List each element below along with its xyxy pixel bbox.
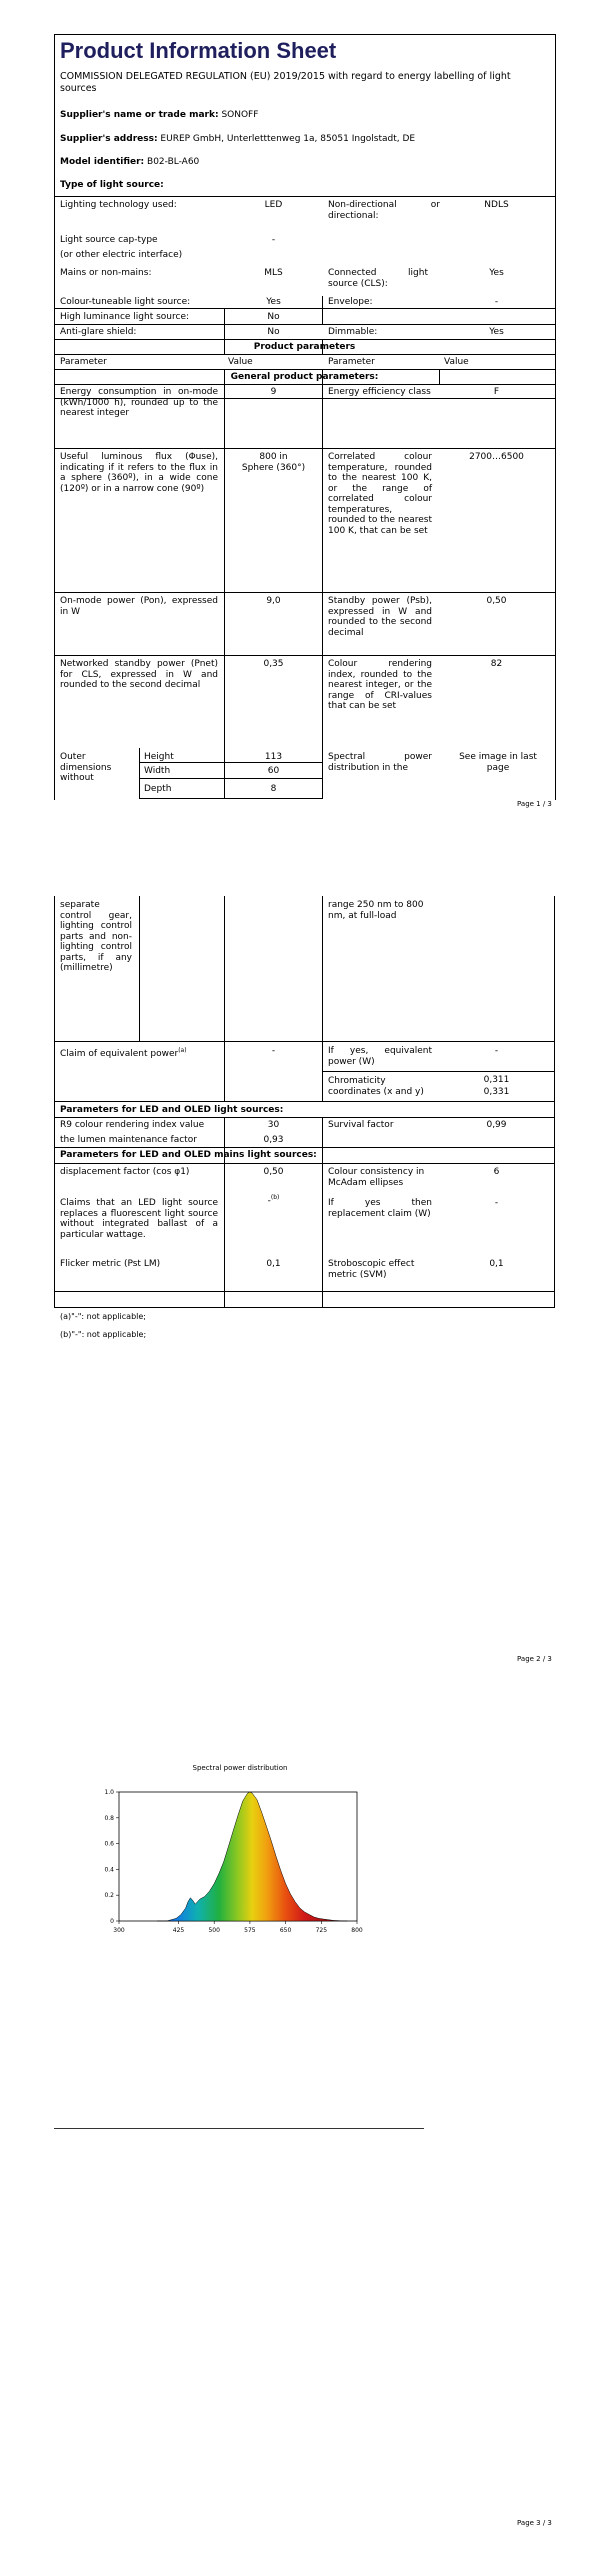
chromaticity-y: 0,331 [483,1087,510,1097]
cap-type-label-a: Light source cap-type [60,235,158,245]
x-tick-label: 575 [244,1927,256,1934]
luminous-flux-value-b: Sphere (360°) [241,463,306,473]
rule [224,369,225,799]
rule [54,655,555,656]
displacement-label: displacement factor (cos φ1) [60,1167,190,1177]
item: (b) [270,1194,280,1201]
rule [322,296,323,324]
lighting-tech-label: Lighting technology used: [60,200,177,210]
spd-label-cont: range 250 nm to 800 nm, at full-load [328,900,424,921]
cap-type-label-b: (or other electric interface) [60,250,183,260]
consistency-label: Colour consistency in McAdam ellipses [328,1167,425,1188]
standby-power-label: Standby power (Psb), expressed in W and rounded to the second decimal [328,596,432,638]
networked-standby-value: 0,35 [263,659,284,669]
page-2 [0,880,603,1700]
supplier-name-label: Supplier's name or trade mark: [60,110,219,120]
rule [322,369,323,799]
anti-glare-label: Anti-glare shield: [60,327,137,337]
rule [54,308,555,309]
y-tick-label: 0.6 [104,1840,114,1848]
x-tick-label: 650 [279,1927,292,1934]
spd-value: See image in last page [459,752,537,773]
model-row [60,157,199,168]
rule [139,798,322,799]
dimmable-value: Yes [489,327,504,337]
signature-line [54,2128,424,2129]
model-identifier: B02-BL-A60 [147,157,200,167]
depth-label: Depth [144,784,172,794]
outer-dimensions-label: Outer dimensions without [60,752,112,783]
rule [54,1163,555,1164]
r9-value: 30 [267,1120,280,1130]
claims-label: Claims that an LED light source replaces a fluorescent light source without integrated ballast of a particular wattage. [60,1198,218,1240]
if-yes-value: - [494,1198,499,1208]
lighting-tech-value: LED [264,200,283,210]
rule [139,896,140,1041]
consistency-value: 6 [493,1167,500,1177]
type-heading: Type of light source: [60,180,164,190]
page-1 [0,0,603,820]
page-number: Page 2 / 3 [517,1655,552,1663]
model-label: Model identifier: [60,157,145,167]
networked-standby-label: Networked standby power (Pnet) for CLS, expressed in W and rounded to the second decimal [60,659,218,690]
y-tick-label: 0.8 [104,1814,114,1822]
mains-params-title: Parameters for LED and OLED mains light sources: [60,1150,317,1160]
rule [54,592,555,593]
rule [54,369,555,370]
lumen-maintenance-value: 0,93 [263,1135,284,1145]
displacement-value: 0,50 [263,1167,284,1177]
luminous-flux-label: Useful luminous flux (Φuse), indicating if it refers to the flux in a sphere (360º), in a wide cone (120º) or in a narrow cone (90º) [60,452,218,494]
width-value: 60 [267,766,280,776]
col-value-2: Value [444,357,469,367]
col-value: Value [228,357,253,367]
envelope-value: - [494,297,499,307]
anti-glare-value: No [267,327,280,337]
cls-label: Connected light source (CLS): [328,268,428,289]
y-axis-ticks [104,1789,119,1925]
rule [54,1147,555,1148]
on-mode-power-value: 9,0 [266,596,281,606]
rule [139,748,140,799]
cct-value: 2700…6500 [469,452,524,462]
equiv-power-label: Claim of equivalent power$^{(a)}$ [60,1047,187,1059]
supplier-address-row [60,134,415,145]
stroboscopic-label: Stroboscopic effect metric (SVM) [328,1259,415,1280]
product-params-title: Product parameters [253,342,356,352]
equiv-yes-label: If yes, equivalent power (W) [328,1046,432,1067]
width-label: Width [144,766,171,776]
y-tick-label: 0.2 [104,1892,114,1900]
cri-value: 82 [490,659,503,669]
directional-label: Non-directional or directional: [328,200,440,221]
rule [54,354,555,355]
rule [54,448,555,449]
supplier-address-label: Supplier's address: [60,134,158,144]
envelope-label: Envelope: [328,297,373,307]
x-tick-label: 300 [113,1927,125,1934]
rule [54,384,555,385]
y-tick-label: 0.4 [104,1866,114,1874]
spd-label: Spectral power distribution in the [328,752,432,773]
rule [54,324,555,325]
luminance-value: No [267,312,280,322]
x-tick-label: 800 [351,1927,363,1934]
regulation-text: COMMISSION DELEGATED REGULATION (EU) 2019/2015 with regard to energy labelling of light sources [60,71,511,94]
rule [139,778,322,779]
mains-label: Mains or non-mains: [60,268,152,278]
luminous-flux-value-a: 800 in [259,452,288,462]
directional-value: NDLS [484,200,509,210]
item: - [267,1196,271,1206]
outer-dimensions-label-cont: separate control gear, lighting control parts and non-lighting control parts, if any (millimetre) [60,900,132,973]
y-tick-label: 0 [110,1918,114,1925]
energy-consumption-label: Energy consumption in on-mode (kWh/1000 h), rounded up to the nearest integer [60,387,218,418]
energy-consumption-value: 9 [270,387,277,397]
on-mode-power-label: On-mode power (Pon), expressed in W [60,596,218,617]
standby-power-value: 0,50 [486,596,507,606]
rule [224,896,225,1101]
r9-label: R9 colour rendering index value [60,1120,205,1130]
equiv-power-value: - [271,1046,276,1056]
rule [322,1117,323,1307]
height-value: 113 [264,752,283,762]
efficiency-class-label: Energy efficiency class [328,387,431,397]
x-tick-label: 500 [208,1927,220,1934]
depth-value: 8 [270,784,277,794]
cri-label: Colour rendering index, rounded to the nearest integer, or the range of CRI-values that can be set [328,659,432,711]
rule [54,1101,555,1102]
flicker-label: Flicker metric (Pst LM) [60,1259,161,1269]
cls-value: Yes [489,268,504,278]
rule [54,1307,555,1308]
led-params-title: Parameters for LED and OLED light sources: [60,1105,284,1115]
page-3 [0,1745,603,2560]
tuneable-value: Yes [266,297,281,307]
tuneable-label: Colour-tuneable light source: [60,297,191,307]
rule [224,1117,225,1307]
cct-label: Correlated colour temperature, rounded to the nearest 100 K, or the range of correlated colour temperatures, rounded to the nearest 100 K, that can be set [328,452,432,536]
page-title: Product Information Sheet [60,38,337,63]
chromaticity-label: Chromaticity coordinates (x and y) [328,1076,424,1097]
frame-top-line [54,34,555,35]
mains-value: MLS [264,268,283,278]
rule [54,1291,555,1292]
page-number: Page 3 / 3 [517,2519,552,2527]
x-axis-ticks [113,1921,363,1934]
claims-value [225,1193,322,1207]
supplier-address: EUREP GmbH, Unterletttenweg 1a, 85051 Ingolstadt, DE [160,134,416,144]
footnote-b: (b)"-": not applicable; [60,1330,147,1339]
supplier-name: SONOFF [221,110,259,120]
luminance-label: High luminance light source: [60,312,190,322]
dimmable-label: Dimmable: [328,327,378,337]
survival-value: 0,99 [486,1120,507,1130]
chromaticity-x: 0,311 [483,1075,510,1085]
stroboscopic-value: 0,1 [489,1259,504,1269]
spectral-power-chart [0,1745,603,1975]
y-tick-label: 1.0 [104,1789,114,1796]
chart-title: Spectral power distribution [192,1764,288,1772]
flicker-value: 0,1 [266,1259,281,1269]
col-param-2: Parameter [328,357,375,367]
rule [54,1117,555,1118]
rule [54,1041,555,1042]
item: (a) [178,1047,187,1054]
height-label: Height [144,752,174,762]
general-params-title: General product parameters: [230,372,379,382]
page-number: Page 1 / 3 [517,800,552,808]
efficiency-class-value: F [493,387,500,397]
lumen-maintenance-label: the lumen maintenance factor [60,1135,197,1145]
x-tick-label: 725 [315,1927,328,1934]
rule [54,196,555,197]
footnote-a: (a)"-": not applicable; [60,1312,146,1321]
spectrum-area [157,1792,347,1921]
rule [54,339,555,340]
x-tick-label: 425 [172,1927,185,1934]
equiv-yes-value: - [494,1046,499,1056]
if-yes-label: If yes then replacement claim (W) [328,1198,432,1219]
rule [322,1071,555,1072]
col-param: Parameter [60,357,107,367]
survival-label: Survival factor [328,1120,394,1130]
supplier-name-row [60,110,258,121]
cap-type-value: - [271,235,276,245]
